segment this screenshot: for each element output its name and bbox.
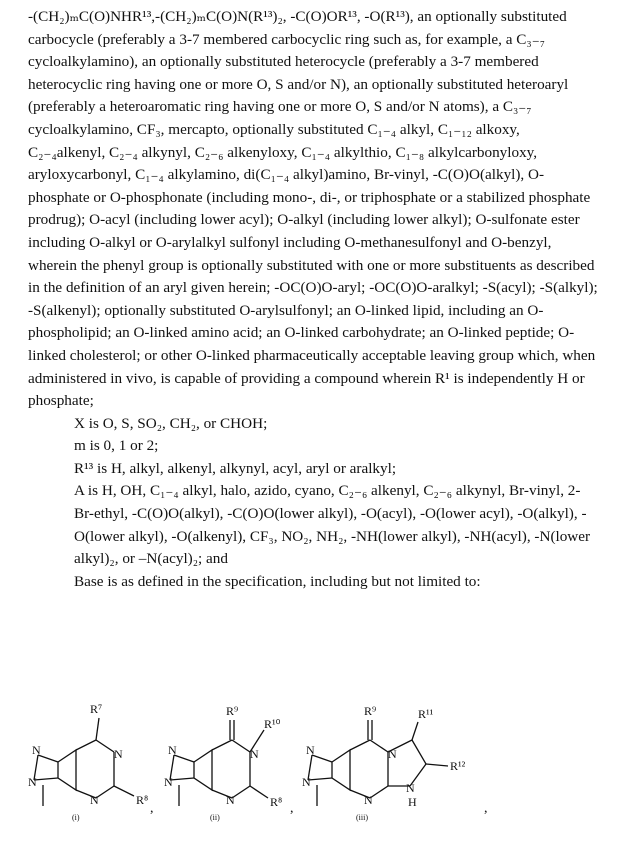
m-definition: m is 0, 1 or 2; [74,437,159,455]
base-definition: Base is as defined in the specification, including but not limited to: [74,572,481,590]
structure-ii [170,720,268,806]
atom-n-label: N [250,747,259,761]
comma-separator: , [290,801,294,816]
comma-separator: , [484,801,488,816]
label-r12: R¹² [450,759,466,773]
label-r11: R¹¹ [418,707,434,721]
label-r9: R⁹ [364,704,377,718]
caption-iii: (iii) [356,813,368,822]
base-structures-figure [0,700,618,856]
claim-text [28,6,600,593]
atom-n-label: N [28,775,37,789]
label-r7: R⁷ [90,702,103,716]
label-h: H [408,795,417,809]
atom-n-label: N [302,775,311,789]
atom-n-label: N [388,747,397,761]
r13-definition: R¹³ is H, alkyl, alkenyl, alkynyl, acyl, aryl or aralkyl; [74,459,397,477]
caption-ii: (ii) [210,813,220,822]
atom-n-label: N [226,793,235,807]
a-definition: A is H, OH, C₁₋₄ alkyl, halo, azido, cyano, C₂₋₆ alkenyl, C₂₋₆ alkynyl, Br-vinyl, 2-Br-ethyl, -C(O)O(alkyl), -C(O)O(lower alkyl), -O(acyl), -O(lower acyl), -O(alkyl), -O(lower alkyl), -O(alkenyl), CF₃, NO₂, NH₂, -NH(lower alkyl), -NH(acyl), -N(lower alkyl)₂, or –N(acyl)₂; and [74,482,591,568]
label-r10: R¹⁰ [264,717,281,731]
atom-n-label: N [406,781,415,795]
label-r8: R⁸ [270,795,283,809]
caption-i: (i) [72,813,80,822]
structure-iii [308,720,448,806]
x-definition: X is O, S, SO₂, CH₂, or CHOH; [74,414,268,432]
substituent-paragraph: -(CH₂)ₘC(O)NHR¹³,-(CH₂)ₘC(O)N(R¹³)₂, -C(O)OR¹³, -O(R¹³), an optionally substituted carbocycle (preferably a 3-7 membered carbocyclic ring such as, for example, a C₃₋₇ cycloalkylamino), an optionally substituted heterocycle (preferably a 3-7 membered heterocyclic ring having one or more O, S and/or N), an optionally substituted heteroaryl (preferably a heteroaromatic ring having one or more O, S and/or N atoms), a C₃₋₇ cycloalkylamino, CF₃, mercapto, optionally substituted C₁₋₄ alkyl, C₁₋₁₂ alkoxy, C₂₋₄alkenyl, C₂₋₄ alkynyl, C₂₋₆ alkenyloxy, C₁₋₄ alkylthio, C₁₋₈ alkylcarbonyloxy, aryloxycarbonyl, C₁₋₄ alkylamino, di(C₁₋₄ alkyl)amino, Br-vinyl, -C(O)O(alkyl), O-phosphate or O-phosphonate (including mono-, di-, or triphosphate or a stabilized phosphate prodrug); O-acyl (including lower acyl); O-alkyl (including lower alkyl); O-sulfonate ester including O-alkyl or O-arylalkyl sulfonyl including O-methanesulfonyl and O-benzyl, wherein the phenyl group is optionally substituted with one or more substituents as described in the definition of an aryl given herein; -OC(O)O-aryl; -OC(O)O-aralkyl; -S(acyl); -S(alkyl); -S(alkenyl); optionally substituted O-arylsulfonyl; an O-linked lipid, including an O-phospholipid; an O-linked amino acid; an O-linked carbohydrate; an O-linked peptide; O-linked cholesterol; or other O-linked pharmaceutically acceptable leaving group which, when administered in vivo, is capable of providing a compound wherein R¹ is independently H or phosphate; [28,8,598,410]
comma-separator: , [150,801,154,816]
atom-n-label: N [364,793,373,807]
atom-n-label: N [168,743,177,757]
atom-n-label: N [90,793,99,807]
atom-n-label: N [114,747,123,761]
atom-n-label: N [32,743,41,757]
label-r8: R⁸ [136,793,149,807]
structure-i [34,718,134,806]
atom-n-label: N [306,743,315,757]
atom-n-label: N [164,775,173,789]
label-r9: R⁹ [226,704,239,718]
